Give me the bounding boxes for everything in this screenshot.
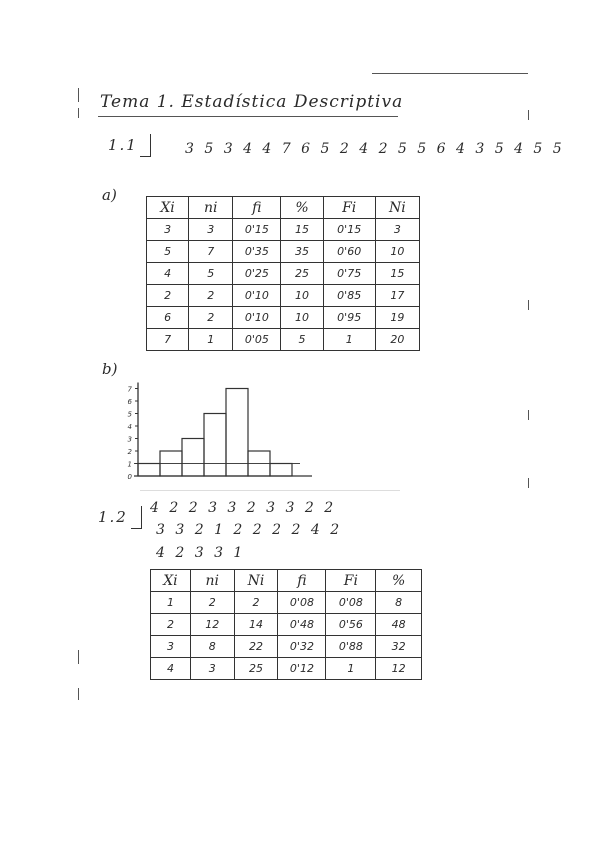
exercise-bracket bbox=[131, 506, 142, 529]
page-title: Tema 1. Estadística Descriptiva bbox=[100, 92, 404, 112]
table-cell: 14 bbox=[234, 614, 278, 636]
header-cell: fi bbox=[233, 197, 281, 219]
table-cell: 0'10 bbox=[233, 307, 281, 329]
table-cell: 32 bbox=[376, 636, 422, 658]
header-cell: Ni bbox=[375, 197, 419, 219]
exercise-bracket bbox=[140, 134, 151, 157]
margin-mark bbox=[528, 478, 529, 488]
table-cell: 1 bbox=[151, 592, 191, 614]
table-cell: 0'88 bbox=[326, 636, 376, 658]
header-cell: ni bbox=[189, 197, 233, 219]
table-cell: 0'48 bbox=[278, 614, 326, 636]
table-cell: 25 bbox=[281, 263, 323, 285]
table-cell: 2 bbox=[151, 614, 191, 636]
table-cell: 0'10 bbox=[233, 285, 281, 307]
table-cell: 0'35 bbox=[233, 241, 281, 263]
header-cell: Fi bbox=[326, 570, 376, 592]
y-tick-label: 5 bbox=[127, 410, 132, 419]
y-tick-label: 2 bbox=[127, 448, 132, 456]
table-cell: 15 bbox=[281, 219, 323, 241]
table-cell: 0'60 bbox=[323, 241, 375, 263]
margin-mark bbox=[528, 300, 529, 310]
table-cell: 1 bbox=[323, 329, 375, 351]
y-tick-label: 4 bbox=[127, 423, 132, 431]
table-cell: 0'85 bbox=[323, 285, 375, 307]
table-cell: 2 bbox=[189, 285, 233, 307]
table-cell: 35 bbox=[281, 241, 323, 263]
part-a-label: a) bbox=[102, 186, 117, 204]
table-cell: 1 bbox=[326, 658, 376, 680]
table-row bbox=[147, 219, 420, 241]
table-cell: 2 bbox=[234, 592, 278, 614]
header-cell: ni bbox=[190, 570, 234, 592]
histogram-bar bbox=[138, 464, 160, 477]
header-cell: Xi bbox=[147, 197, 189, 219]
header-cell: % bbox=[281, 197, 323, 219]
table-cell: 0'25 bbox=[233, 263, 281, 285]
table-cell: 0'15 bbox=[323, 219, 375, 241]
table-cell: 8 bbox=[376, 592, 422, 614]
table-cell: 10 bbox=[375, 241, 419, 263]
table-cell: 20 bbox=[375, 329, 419, 351]
table-cell: 5 bbox=[281, 329, 323, 351]
histogram-bar bbox=[204, 414, 226, 477]
header-cell: fi bbox=[278, 570, 326, 592]
y-tick-label: 7 bbox=[127, 385, 132, 394]
table-cell: 0'08 bbox=[278, 592, 326, 614]
table-cell: 0'12 bbox=[278, 658, 326, 680]
table-cell: 0'05 bbox=[233, 329, 281, 351]
exercise-2-sequence-line-2: 3 3 2 1 2 2 2 2 4 2 bbox=[156, 522, 343, 538]
table-cell: 3 bbox=[189, 219, 233, 241]
margin-mark bbox=[78, 88, 79, 102]
table-header-row bbox=[147, 197, 420, 219]
table-row bbox=[147, 241, 420, 263]
table-cell: 3 bbox=[190, 658, 234, 680]
table-header-row bbox=[151, 570, 422, 592]
table-row bbox=[151, 658, 422, 680]
y-tick-label: 0 bbox=[127, 473, 132, 481]
table-cell: 1 bbox=[189, 329, 233, 351]
title-underline bbox=[98, 116, 398, 117]
histogram-bar bbox=[182, 439, 204, 477]
table-cell: 3 bbox=[147, 219, 189, 241]
table-cell: 0'32 bbox=[278, 636, 326, 658]
table-cell: 3 bbox=[151, 636, 191, 658]
table-cell: 5 bbox=[147, 241, 189, 263]
margin-mark bbox=[78, 108, 79, 118]
frequency-table-2 bbox=[150, 569, 422, 680]
table-cell: 15 bbox=[375, 263, 419, 285]
section-divider bbox=[140, 490, 400, 491]
table-cell: 0'75 bbox=[323, 263, 375, 285]
table-cell: 12 bbox=[190, 614, 234, 636]
table-cell: 0'56 bbox=[326, 614, 376, 636]
table-cell: 6 bbox=[147, 307, 189, 329]
histogram bbox=[118, 380, 318, 490]
table-cell: 2 bbox=[147, 285, 189, 307]
table-cell: 48 bbox=[376, 614, 422, 636]
table-row bbox=[151, 592, 422, 614]
histogram-bar bbox=[270, 464, 292, 477]
histogram-axes bbox=[134, 383, 312, 477]
margin-mark bbox=[78, 688, 79, 700]
exercise-1-sequence: 3 5 3 4 4 7 6 5 2 4 2 5 5 6 4 3 5 4 5 5 bbox=[185, 141, 565, 157]
histogram-bar bbox=[226, 389, 248, 477]
table-cell: 4 bbox=[151, 658, 191, 680]
exercise-2-number: 1.2 bbox=[98, 508, 128, 526]
table-cell: 17 bbox=[375, 285, 419, 307]
table-cell: 2 bbox=[190, 592, 234, 614]
table-row bbox=[147, 263, 420, 285]
table-cell: 0'15 bbox=[233, 219, 281, 241]
table-cell: 7 bbox=[189, 241, 233, 263]
table-cell: 0'95 bbox=[323, 307, 375, 329]
exercise-1-number: 1.1 bbox=[108, 136, 138, 154]
table-cell: 5 bbox=[189, 263, 233, 285]
table-cell: 22 bbox=[234, 636, 278, 658]
table-cell: 10 bbox=[281, 307, 323, 329]
y-tick-label: 1 bbox=[127, 460, 132, 469]
margin-mark bbox=[528, 410, 529, 420]
table-row bbox=[147, 307, 420, 329]
part-b-label: b) bbox=[102, 360, 118, 378]
table-cell: 8 bbox=[190, 636, 234, 658]
table-cell: 25 bbox=[234, 658, 278, 680]
table-cell: 2 bbox=[189, 307, 233, 329]
margin-mark bbox=[528, 110, 529, 120]
header-cell: Ni bbox=[234, 570, 278, 592]
table-row bbox=[147, 285, 420, 307]
exercise-2-sequence-line-1: 4 2 2 3 3 2 3 3 2 2 bbox=[150, 500, 337, 516]
histogram-ticks bbox=[128, 386, 138, 482]
header-cell: Xi bbox=[151, 570, 191, 592]
exercise-2-sequence-line-3: 4 2 3 3 1 bbox=[156, 545, 246, 561]
table-cell: 0'08 bbox=[326, 592, 376, 614]
header-rule bbox=[372, 73, 528, 74]
table-cell: 4 bbox=[147, 263, 189, 285]
table-cell: 10 bbox=[281, 285, 323, 307]
header-cell: % bbox=[376, 570, 422, 592]
table-row bbox=[151, 636, 422, 658]
table-cell: 3 bbox=[375, 219, 419, 241]
y-tick-label: 6 bbox=[127, 398, 132, 406]
header-cell: Fi bbox=[323, 197, 375, 219]
y-tick-label: 3 bbox=[127, 435, 132, 444]
table-row bbox=[151, 614, 422, 636]
table-cell: 12 bbox=[376, 658, 422, 680]
frequency-table-1 bbox=[146, 196, 420, 351]
table-cell: 19 bbox=[375, 307, 419, 329]
table-cell: 7 bbox=[147, 329, 189, 351]
margin-mark bbox=[78, 650, 79, 664]
table-row bbox=[147, 329, 420, 351]
histogram-bars bbox=[138, 389, 292, 477]
